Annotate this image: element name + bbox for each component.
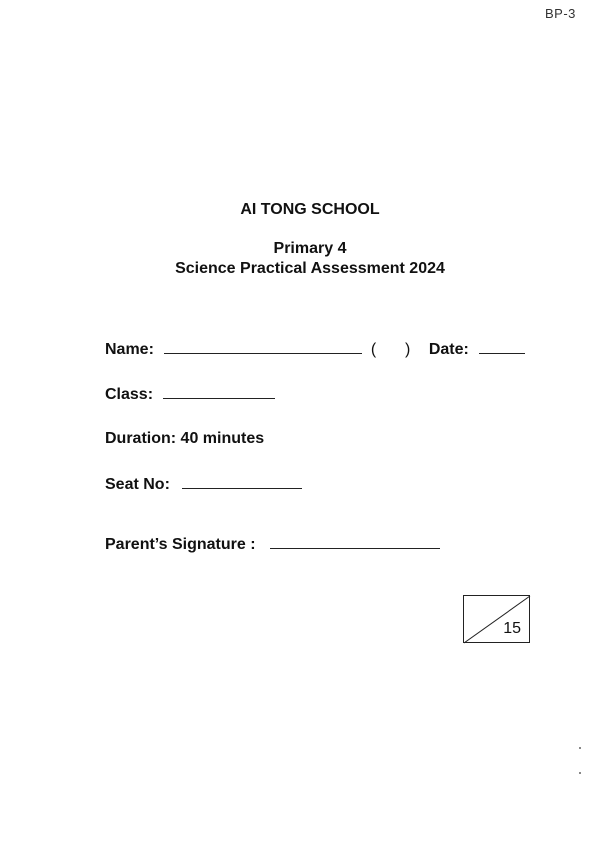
assessment-title: Science Practical Assessment 2024: [175, 260, 445, 277]
scan-speck: [579, 747, 581, 749]
name-row: [105, 341, 525, 359]
duration-text: Duration: 40 minutes: [105, 430, 265, 447]
index-open-paren: (: [370, 341, 377, 358]
score-total: 15: [503, 620, 521, 637]
seat-label: Seat No:: [105, 476, 170, 493]
date-label: Date:: [428, 341, 469, 358]
seat-field[interactable]: [182, 487, 302, 489]
class-row: [105, 386, 275, 404]
name-label: Name:: [105, 341, 154, 358]
date-field[interactable]: [479, 352, 525, 354]
index-close-paren: ): [405, 341, 411, 358]
class-label: Class:: [105, 386, 154, 403]
signature-row: [105, 536, 440, 554]
class-field[interactable]: [163, 397, 275, 399]
score-box: [463, 595, 530, 643]
level-title: Primary 4: [273, 240, 347, 257]
scan-speck: [579, 772, 581, 774]
page-code: BP-3: [545, 6, 576, 21]
signature-field[interactable]: [270, 547, 440, 549]
seat-row: [105, 476, 302, 494]
name-field[interactable]: [164, 352, 362, 354]
signature-label: Parent’s Signature :: [105, 536, 256, 553]
school-title: AI TONG SCHOOL: [240, 201, 380, 218]
